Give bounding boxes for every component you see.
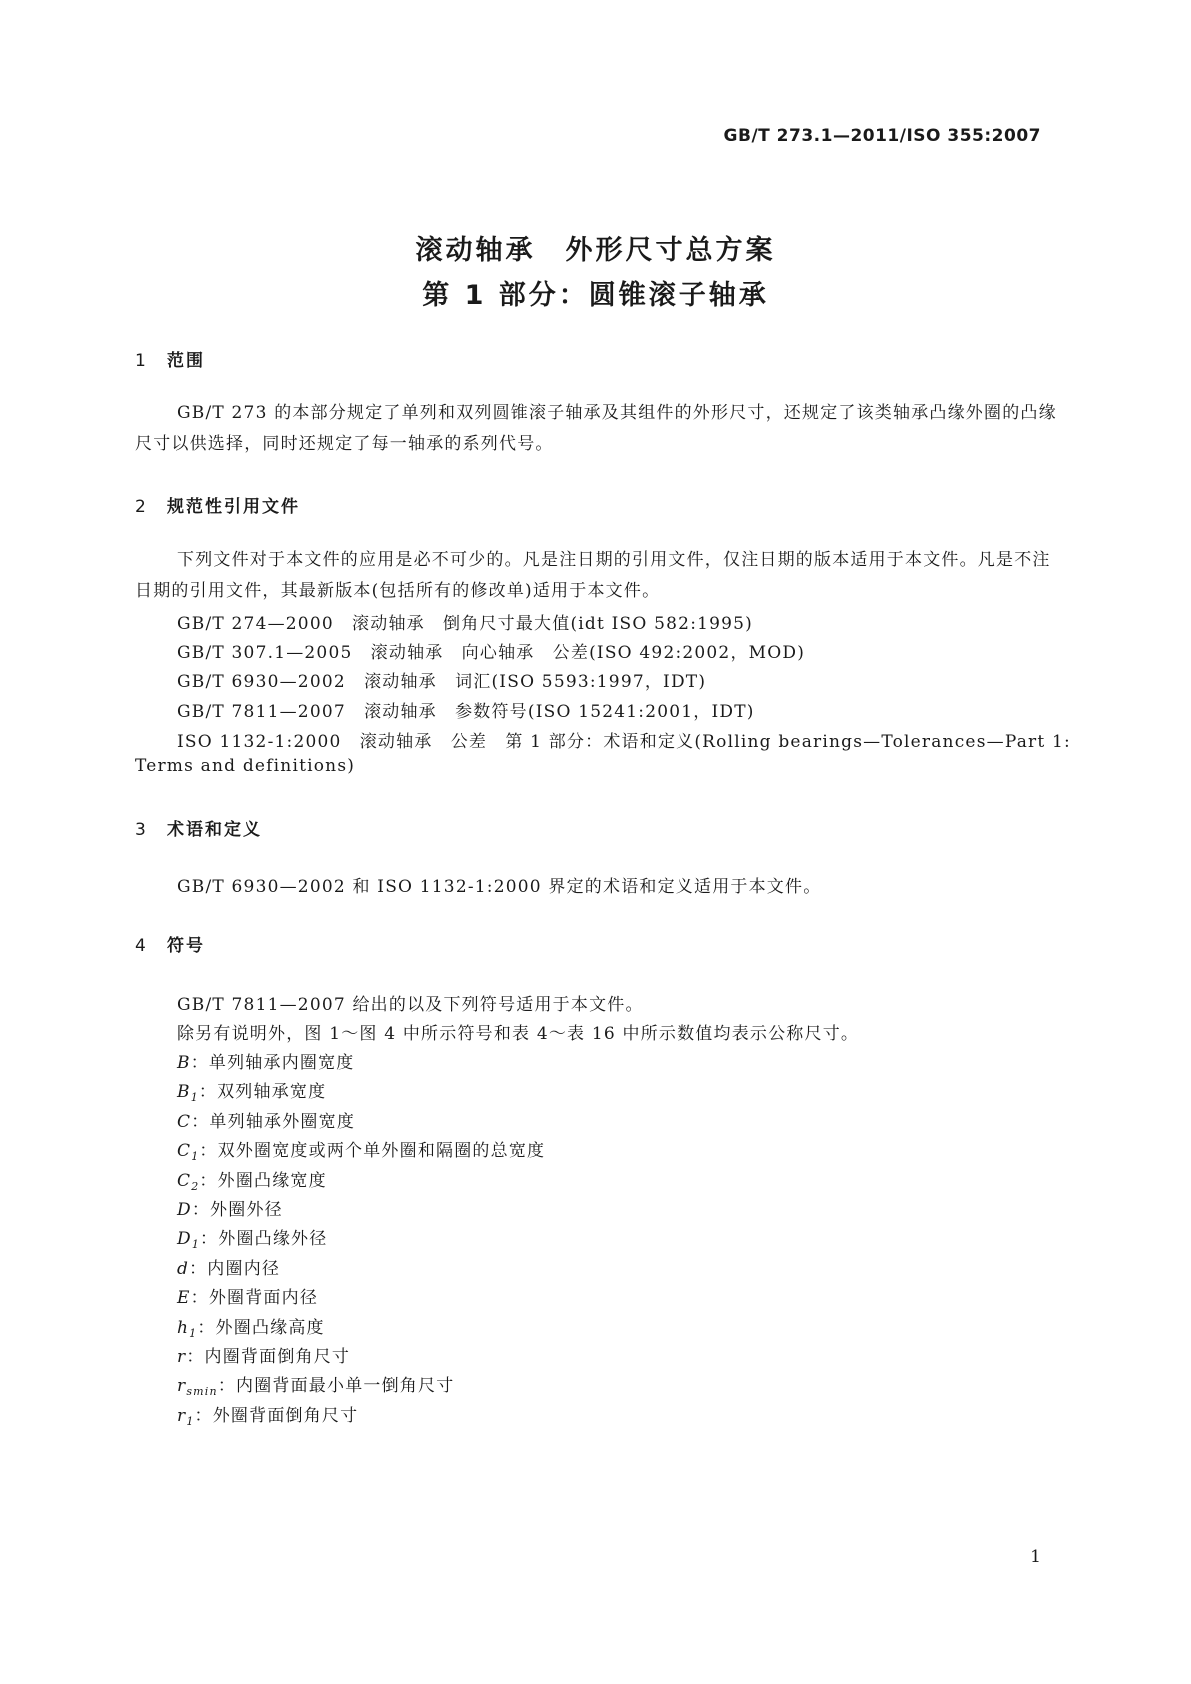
section-title: 范围 [167, 351, 205, 371]
symbol: C [177, 1141, 192, 1161]
symbol: D [177, 1200, 192, 1220]
symbol: r [177, 1376, 187, 1396]
symbol-subscript: 1 [190, 1091, 199, 1104]
standard-code: GB/T 273.1—2011/ISO 355:2007 [723, 126, 1041, 146]
symbol-description: ：外圈背面倒角尺寸 [194, 1406, 359, 1426]
section-title: 规范性引用文件 [167, 497, 300, 517]
reference-item: GB/T 274—2000 滚动轴承 倒角尺寸最大值(idt ISO 582:1995) [177, 614, 754, 634]
symbol-description: ：内圈内径 [189, 1259, 281, 1279]
page-number: 1 [1030, 1547, 1041, 1567]
symbol-subscript: 1 [191, 1150, 200, 1163]
symbol-definition [177, 1077, 326, 1102]
section-title: 术语和定义 [167, 820, 262, 840]
section-1-paragraph [135, 398, 1058, 460]
symbol-description: ：内圈背面最小单一倒角尺寸 [217, 1376, 455, 1396]
section-2-paragraph [135, 545, 1058, 607]
reference-item: GB/T 6930—2002 滚动轴承 词汇(ISO 5593:1997，IDT) [177, 672, 707, 692]
symbol-definition [177, 1195, 283, 1220]
symbol-definition [177, 1283, 318, 1308]
section-1-heading [135, 346, 205, 371]
symbol-description: ：外圈凸缘外径 [200, 1229, 328, 1249]
section-number: 3 [135, 820, 148, 840]
paragraph-text: 下列文件对于本文件的应用是必不可少的。凡是注日期的引用文件，仅注日期的版本适用于本文件。凡是不注日期的引用文件，其最新版本(包括所有的修改单)适用于本文件。 [135, 550, 1051, 601]
symbol: B [177, 1053, 191, 1073]
symbol-definition [177, 1254, 280, 1279]
symbol-description: ：双列轴承宽度 [198, 1082, 327, 1102]
symbol-definition [177, 1371, 454, 1396]
symbol-definition [177, 1136, 545, 1161]
symbol-definition [177, 1342, 350, 1367]
symbol: r [177, 1347, 187, 1367]
section-4-paragraph-2: 除另有说明外，图 1～图 4 中所示符号和表 4～表 16 中所示数值均表示公称尺寸。 [177, 1024, 860, 1044]
section-2-heading [135, 492, 300, 517]
symbol: C [177, 1112, 192, 1132]
title-line-2: 第 1 部分：圆锥滚子轴承 [422, 280, 769, 311]
symbol-definition [177, 1166, 327, 1191]
symbol-description: ：单列轴承内圈宽度 [190, 1053, 355, 1073]
symbol-definition [177, 1107, 355, 1132]
section-3-paragraph: GB/T 6930—2002 和 ISO 1132-1:2000 界定的术语和定义适用于本文件。 [177, 877, 822, 897]
symbol-description: ：双外圈宽度或两个单外圈和隔圈的总宽度 [199, 1141, 546, 1161]
symbol-subscript: 2 [191, 1180, 200, 1193]
reference-item: GB/T 7811—2007 滚动轴承 参数符号(ISO 15241:2001，IDT) [177, 702, 755, 722]
symbol-description: ：外圈背面内径 [190, 1288, 319, 1308]
symbol-subscript: 1 [186, 1415, 195, 1428]
reference-item-continued: Terms and definitions) [135, 756, 356, 776]
section-number: 2 [135, 497, 148, 517]
paragraph-text: GB/T 273 的本部分规定了单列和双列圆锥滚子轴承及其组件的外形尺寸，还规定了该类轴承凸缘外圈的凸缘尺寸以供选择，同时还规定了每一轴承的系列代号。 [135, 403, 1057, 454]
section-4-heading [135, 931, 205, 956]
section-number: 1 [135, 351, 148, 371]
symbol-definition [177, 1313, 325, 1338]
symbol: C [177, 1171, 192, 1191]
symbol-description: ：单列轴承外圈宽度 [191, 1112, 356, 1132]
symbol: r [177, 1406, 187, 1426]
title-line-1: 滚动轴承 外形尺寸总方案 [415, 235, 776, 266]
symbol-definition [177, 1048, 355, 1073]
symbol-subscript: 1 [191, 1238, 201, 1251]
symbol-description: ：外圈凸缘宽度 [199, 1171, 327, 1191]
section-number: 4 [135, 936, 148, 956]
symbol: h [177, 1318, 190, 1338]
symbol: D [177, 1229, 192, 1249]
symbol-subscript: smin [186, 1385, 218, 1398]
symbol: E [177, 1288, 191, 1308]
symbol-description: ：外圈凸缘高度 [197, 1318, 325, 1338]
symbol-description: ：内圈背面倒角尺寸 [186, 1347, 351, 1367]
section-3-heading [135, 815, 262, 840]
symbol: B [177, 1082, 191, 1102]
symbol: d [177, 1259, 190, 1279]
symbol-definition [177, 1224, 327, 1249]
symbol-subscript: 1 [189, 1327, 198, 1340]
section-title: 符号 [167, 936, 205, 956]
symbol-description: ：外圈外径 [191, 1200, 283, 1220]
symbol-definition [177, 1401, 358, 1426]
reference-item: ISO 1132-1:2000 滚动轴承 公差 第 1 部分：术语和定义(Rolling bearings—Tolerances—Part 1: [177, 732, 1071, 752]
section-4-paragraph-1: GB/T 7811—2007 给出的以及下列符号适用于本文件。 [177, 995, 644, 1015]
reference-item: GB/T 307.1—2005 滚动轴承 向心轴承 公差(ISO 492:2002，MOD) [177, 643, 806, 663]
